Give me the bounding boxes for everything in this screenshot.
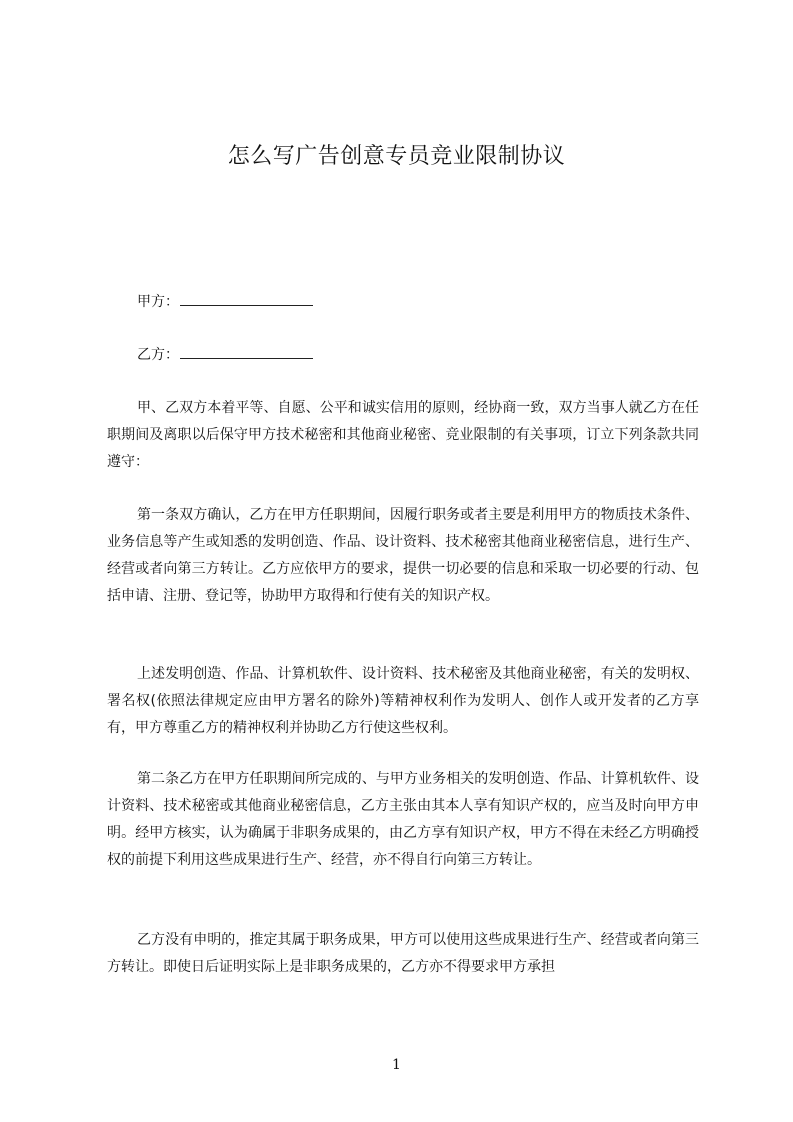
paragraph-article-2: 第二条乙方在甲方任职期间所完成的、与甲方业务相关的发明创造、作品、计算机软件、设计资料、技术秘密或其他商业秘密信息，乙方主张由其本人享有知识产权的，应当及时向甲方申明。经甲方核实，认为确属于非职务成果的，由乙方享有知识产权，甲方不得在未经乙方明确授权的前提下利用这些成果进行生产、经营，亦不得自行向第三方转让。	[107, 771, 699, 868]
party-a-label: 甲方：	[137, 294, 179, 310]
party-a-line	[137, 291, 313, 312]
party-b-line	[137, 344, 313, 365]
paragraph-article-1: 第一条双方确认，乙方在甲方任职期间，因履行职务或者主要是利用甲方的物质技术条件、业务信息等产生或知悉的发明创造、作品、设计资料、技术秘密其他商业秘密信息，进行生产、经营或者向第三方转让。乙方应依甲方的要求，提供一切必要的信息和采取一切必要的行动、包括申请、注册、登记等，协助甲方取得和行使有关的知识产权。	[107, 507, 699, 604]
paragraph-article-1-rights: 上述发明创造、作品、计算机软件、设计资料、技术秘密及其他商业秘密，有关的发明权、署名权(依照法律规定应由甲方署名的除外)等精神权利作为发明人、创作人或开发者的乙方享有，甲方尊重乙方的精神权利并协助乙方行使这些权利。	[107, 666, 699, 736]
document-title: 怎么写广告创意专员竞业限制协议	[227, 144, 566, 169]
party-b-label: 乙方：	[137, 347, 179, 363]
paragraph-preamble: 甲、乙双方本着平等、自愿、公平和诚实信用的原则，经协商一致，双方当事人就乙方在任职期间及离职以后保守甲方技术秘密和其他商业秘密、竞业限制的有关事项，订立下列条款共同遵守：	[107, 400, 699, 470]
party-b-blank	[180, 344, 313, 359]
party-a-blank	[180, 291, 313, 306]
page-number: 1	[392, 1057, 401, 1073]
paragraph-article-2-presumption: 乙方没有申明的，推定其属于职务成果，甲方可以使用这些成果进行生产、经营或者向第三方转让。即使日后证明实际上是非职务成果的，乙方亦不得要求甲方承担	[107, 932, 699, 975]
